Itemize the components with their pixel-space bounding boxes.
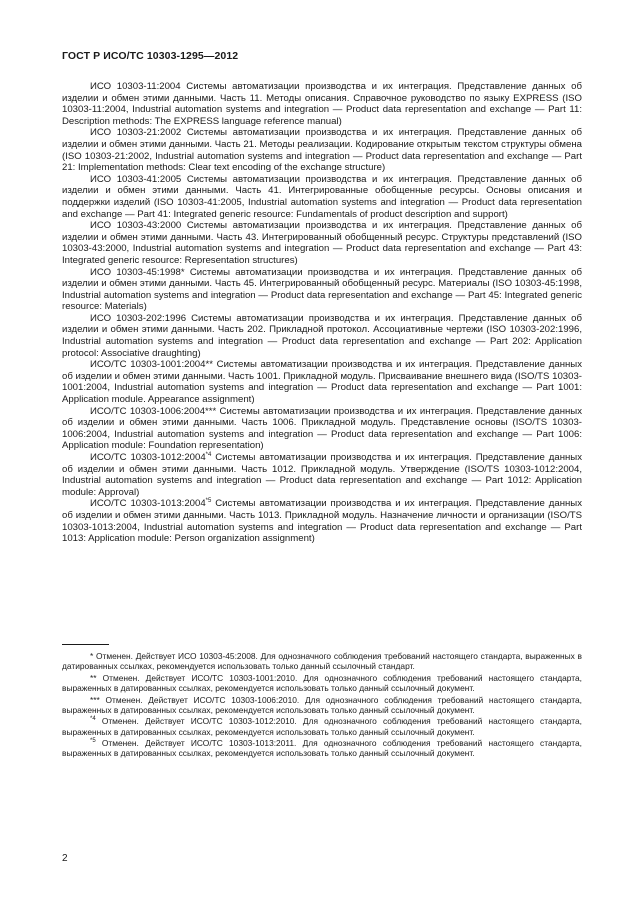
- reference-entry: [62, 452, 582, 498]
- footnote-marker: ***: [90, 694, 100, 705]
- footnote: [62, 695, 582, 716]
- reference-text: Системы автоматизации производства и их интеграция. Представление данных об изделии и обмен этими данными. Часть 202. Прикладной протокол. Ассоциативные чертежи (ISO 10303-202:1996, Industrial automation systems and integration — Product data representation and exchange — Part 202: Application protocol: Associative draughting): [62, 312, 582, 359]
- footnote-text: Отменен. Действует ИСО/ТС 10303-1013:2011. Для однозначного соблюдения требований настоящего стандарта, выраженных в датированных ссылках, рекомендуется использовать только данный ссылочный документ.: [62, 738, 582, 759]
- reference-entry: [62, 406, 582, 452]
- reference-designation: ИСО 10303-202:1996: [90, 312, 187, 324]
- footnote-text: Отменен. Действует ИСО/ТС 10303-1001:2010. Для однозначного соблюдения требований настоящего стандарта, выраженных в датированных ссылках, рекомендуется использовать только данный ссылочный документ.: [62, 672, 582, 694]
- reference-entry: [62, 267, 582, 313]
- reference-designation: ИСО 10303-43:2000: [90, 220, 182, 232]
- reference-designation: ИСО 10303-21:2002: [90, 127, 182, 139]
- reference-entry: [62, 498, 582, 544]
- normative-references-list: [62, 81, 582, 545]
- reference-designation: ИСО/ТС 10303-1013:2004: [90, 498, 206, 510]
- reference-text: Системы автоматизации производства и их интеграция. Представление данных об изделии и обмен этими данными. Часть 1013. Прикладной модуль. Назначение личности и организации (ISO/TS 10303-1013:2004, Industrial automation systems and integration — Product data representation and exchange — Part 1013: Application module: Person organization assignment): [62, 498, 582, 545]
- reference-entry: [62, 359, 582, 405]
- reference-entry: [62, 174, 582, 220]
- reference-text: Системы автоматизации производства и их интеграция. Представление данных об изделии и обмен этими данными. Часть 43. Интегрированный обобщенный ресурс. Структуры представлений (ISO 10303-43:2000, Industrial automation systems and integration — Product data representation and exchange — Part 43: Integrated generic resource: Representation structures): [62, 220, 582, 266]
- reference-entry: [62, 220, 582, 266]
- reference-designation: ИСО 10303-11:2004: [90, 81, 181, 92]
- reference-designation: ИСО 10303-41:2005: [90, 173, 182, 185]
- reference-entry: [62, 81, 582, 127]
- footnote: [62, 738, 582, 759]
- reference-text: Системы автоматизации производства и их интеграция. Представление данных об изделии и обмен этими данными. Часть 1006. Прикладной модуль. Представление основы (ISO/TS 10303-1006:2004, Industrial automation systems and integration — Product data representation and exchange — Part 1006: Application module: Foundation representation): [62, 405, 582, 452]
- page-number: 2: [62, 853, 68, 864]
- reference-entry: [62, 127, 582, 173]
- footnote-marker: *5: [90, 738, 96, 745]
- reference-text: Системы автоматизации производства и их интеграция. Представление данных об изделии и обмен этими данными. Часть 41. Интегрированные обобщенные ресурсы. Основы описания и поддержки изделий (ISO 10303-41:2005, Industrial automation systems and integration — Product data representation and exchange — Part 41: Integrated generic resource: Fundamentals of product description and support): [62, 173, 582, 220]
- reference-text: Системы автоматизации производства и их интеграция. Представление данных об изделии и обмен этими данными. Часть 45. Интегрированный обобщенный ресурс. Материалы (ISO 10303-45:1998, Industrial automation systems and integration — Product data representation and exchange — Part 45: Integrated generic resource: Materials): [62, 266, 582, 313]
- footnote: [62, 716, 582, 737]
- reference-designation: ИСО/ТС 10303-1012:2004: [90, 452, 206, 463]
- footnote-marker: *4: [205, 451, 212, 458]
- footnote-marker: ***: [205, 405, 217, 417]
- reference-designation: ИСО/ТС 10303-1001:2004: [90, 359, 206, 371]
- reference-entry: [62, 313, 582, 359]
- reference-text: Системы автоматизации производства и их интеграция. Представление данных об изделии и обмен этими данными. Часть 1012. Прикладной модуль. Утверждение (ISO/TS 10303-1012:2004, Industrial automation systems and integration — Product data representation and exchange — Part 1012: Application module: Approval): [62, 452, 582, 498]
- footnote-marker: *: [180, 266, 185, 278]
- footnote-marker: *5: [205, 498, 212, 505]
- footnote: [62, 673, 582, 694]
- footnote-marker: **: [205, 359, 213, 371]
- page-header: ГОСТ Р ИСО/ТС 10303-1295—2012: [62, 50, 239, 62]
- footnote-marker: *: [90, 651, 94, 661]
- reference-text: Системы автоматизации производства и их интеграция. Представление данных об изделии и обмен этими данными. Часть 1001. Прикладной модуль. Присваивание внешнего вида (ISO/TS 10303-1001:2004, Industrial automation systems and integration — Product data representation and exchange — Part 1001: Application module. Appearance assignment): [62, 359, 582, 406]
- footnote-text: Отменен. Действует ИСО/ТС 10303-1012:2010. Для однозначного соблюдения требований настоящего стандарта, выраженных в датированных ссылках, рекомендуется использовать только данный ссылочный документ.: [62, 716, 582, 737]
- footnotes-list: [62, 651, 582, 760]
- footnote-text: Отменен. Действует ИСО/ТС 10303-1006:2010. Для однозначного соблюдения требований настоящего стандарта, выраженных в датированных ссылках, рекомендуется использовать только данный ссылочный документ.: [62, 694, 582, 715]
- reference-text: Системы автоматизации производства и их интеграция. Представление данных об изделии и обмен этими данными. Часть 11. Методы описания. Справочное руководство по языку EXPRESS (ISO 10303-11:2004, Industrial automation systems and integration — Product data representation and exchange — Part 11: Description methods: The EXPRESS language reference manual): [62, 81, 582, 127]
- footnote: [62, 651, 582, 672]
- reference-designation: ИСО/ТС 10303-1006:2004: [90, 405, 206, 417]
- footnote-separator: [62, 644, 109, 645]
- reference-text: Системы автоматизации производства и их интеграция. Представление данных об изделии и обмен этими данными. Часть 21. Методы реализации. Кодирование открытым текстом структуры обмена (ISO 10303-21:2002, Industrial automation systems and integration — Product data representation and exchange — Part 21: Implementation methods: Clear text encoding of the exchange structure): [62, 127, 582, 174]
- footnote-marker: *4: [90, 716, 96, 723]
- footnote-marker: **: [90, 672, 97, 683]
- reference-designation: ИСО 10303-45:1998: [90, 266, 181, 278]
- footnote-text: Отменен. Действует ИСО 10303-45:2008. Для однозначного соблюдения требований настоящего стандарта, выраженных в датированных ссылках, рекомендуется использовать только данный ссылочный стандарт.: [62, 651, 582, 672]
